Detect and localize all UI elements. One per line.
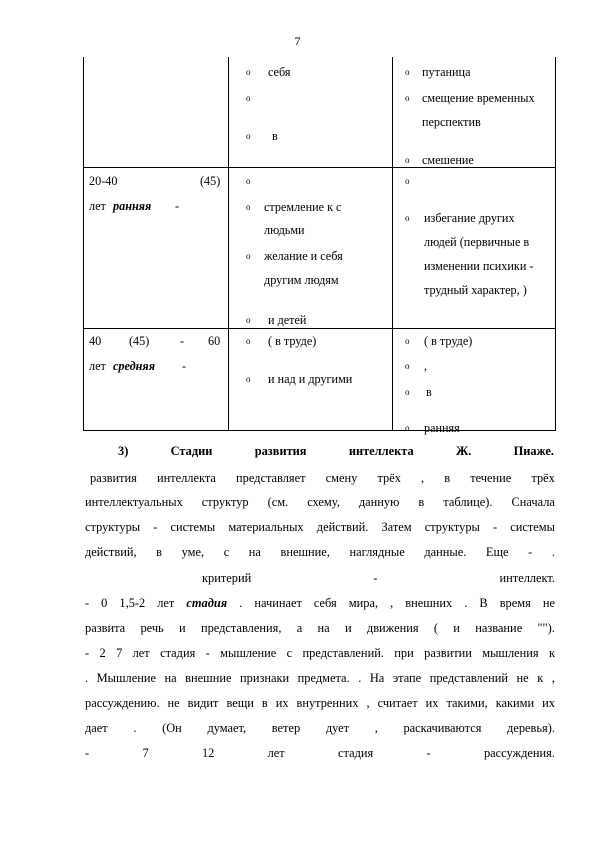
table-divider-1 xyxy=(228,57,229,431)
cell-item: избегание других xyxy=(424,211,515,225)
body-line-7: развита речь и представления, а на и движения ( и название ""). xyxy=(85,621,555,635)
age-dash: - xyxy=(182,359,187,373)
age-word: лет xyxy=(89,359,106,373)
bullet: o xyxy=(405,176,410,186)
table-divider-2 xyxy=(392,57,393,431)
bullet: o xyxy=(405,336,410,346)
body-line-6: - 0 1,5-2 лет стадия . начинает себя мира, , внешних . В время не xyxy=(85,596,555,610)
body-line-9: . Мышление на внешние признаки предмета. . На этапе представлений не к , xyxy=(85,671,555,685)
table-border-right xyxy=(555,57,556,431)
cell-item: путаница xyxy=(422,65,471,79)
bullet: o xyxy=(246,67,251,77)
bullet: o xyxy=(246,93,251,103)
age-stage: ранняя xyxy=(113,199,152,213)
age-paren: (45) xyxy=(129,334,150,348)
cell-item: стремление к с xyxy=(264,200,342,214)
bullet: o xyxy=(246,176,251,186)
body-line-12: - 7 12 лет стадия - рассуждения. xyxy=(85,746,555,760)
bullet: o xyxy=(246,374,251,384)
bullet: o xyxy=(405,361,410,371)
stages-table xyxy=(83,57,556,435)
cell-item: себя xyxy=(268,65,291,79)
bullet: o xyxy=(405,423,410,433)
bullet: o xyxy=(405,155,410,165)
bullet: o xyxy=(246,131,251,141)
bullet: o xyxy=(405,93,410,103)
cell-item: перспектив xyxy=(422,115,481,129)
cell-item: , xyxy=(424,359,428,373)
cell-item: ранняя xyxy=(424,421,460,435)
age-range: 20-40 xyxy=(89,174,118,188)
age-stage: средняя xyxy=(113,359,155,373)
table-row-divider-1 xyxy=(83,167,556,168)
age-dash: - xyxy=(175,199,180,213)
cell-item: людей (первичные в xyxy=(424,235,530,249)
bullet: o xyxy=(246,202,251,212)
body-line-8: - 2 7 лет стадия - мышление с представлений. при развитии мышления к xyxy=(85,646,555,660)
table-border-left xyxy=(83,57,84,431)
cell-item: ( в труде) xyxy=(268,334,317,348)
section-heading: 3) Стадии развития интеллекта Ж. Пиаже. xyxy=(118,444,554,458)
cell-item: в xyxy=(272,129,278,143)
bullet: o xyxy=(246,336,251,346)
age-to: 60 xyxy=(208,334,221,348)
cell-item: желание и себя xyxy=(264,249,343,263)
table-border-bottom xyxy=(83,430,556,431)
age-word: лет xyxy=(89,199,106,213)
age-paren: (45) xyxy=(200,174,221,188)
cell-item: и детей xyxy=(268,313,307,327)
body-line-2: интеллектуальных структур (см. схему, данную в таблице). Сначала xyxy=(85,495,555,509)
bullet: o xyxy=(405,387,410,397)
cell-item: ( в труде) xyxy=(424,334,473,348)
body-line-4: действий, в уме, с на внешние, наглядные данные. Еще - . xyxy=(85,545,555,559)
bullet: o xyxy=(246,251,251,261)
body-line-11: дает . (Он думает, ветер дует , раскачиваются деревья). xyxy=(85,721,555,735)
cell-item: смещение временных xyxy=(422,91,535,105)
cell-item: людьми xyxy=(264,223,305,237)
bullet: o xyxy=(405,67,410,77)
bullet: o xyxy=(246,315,251,325)
cell-item: изменении психики - xyxy=(424,259,534,273)
cell-item: и над и другими xyxy=(268,372,353,386)
body-line-1: развития интеллекта представляет смену трёх , в течение трёх xyxy=(90,471,555,485)
table-row-divider-2 xyxy=(83,328,556,329)
bullet: o xyxy=(405,213,410,223)
age-from: 40 xyxy=(89,334,102,348)
cell-item: трудный характер, ) xyxy=(424,283,527,297)
age-dash: - xyxy=(180,334,185,348)
body-line-5: критерий - интеллект. xyxy=(202,571,555,585)
cell-item: другим людям xyxy=(264,273,339,287)
cell-item: смешение xyxy=(422,153,474,167)
body-line-10: рассуждению. не видит вещи в их внутренних , считает их такими, какими их xyxy=(85,696,555,710)
cell-item: в xyxy=(426,385,432,399)
page-number: 7 xyxy=(294,34,301,48)
body-line-3: структуры - системы материальных действий. Затем структуры - системы xyxy=(85,520,555,534)
